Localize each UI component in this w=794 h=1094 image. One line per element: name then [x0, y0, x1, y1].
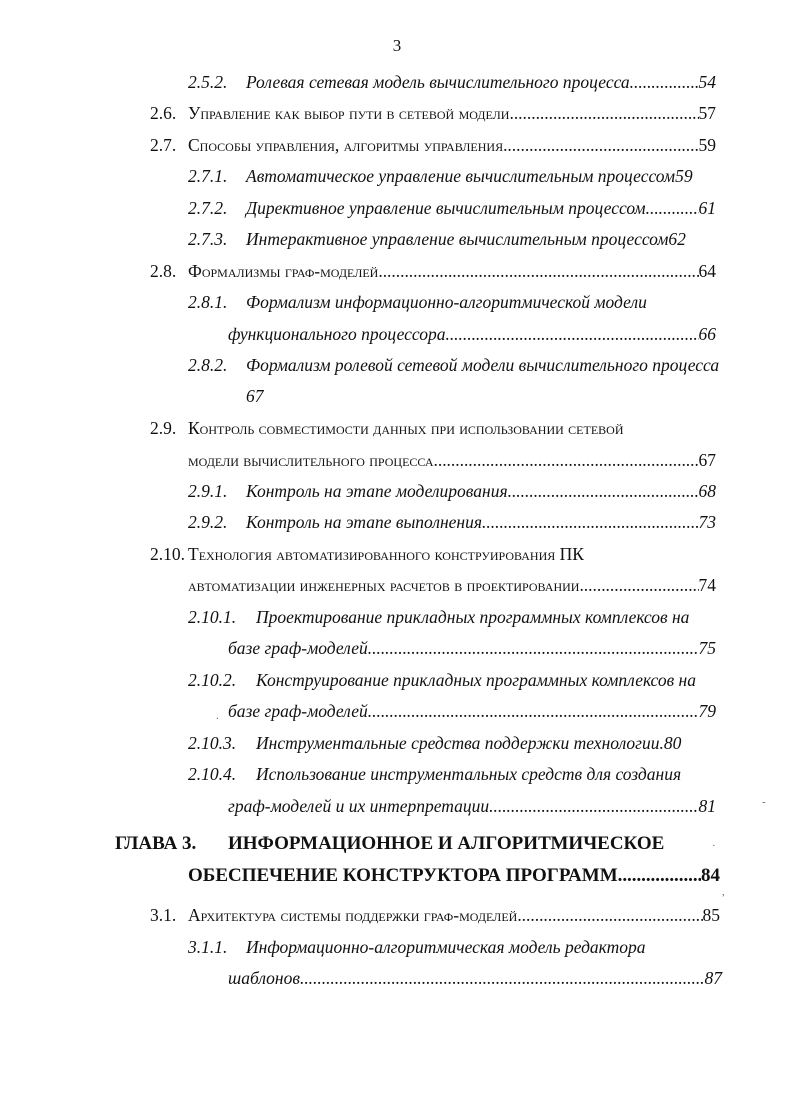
toc-entry-3-1-1-line1	[188, 937, 728, 957]
toc-number: 3.1.	[150, 905, 177, 925]
toc-leader-dots	[378, 261, 698, 281]
toc-leader-dots	[503, 135, 698, 155]
toc-page: 59	[698, 135, 716, 155]
toc-entry-2-7	[150, 135, 716, 155]
toc-leader-dots	[509, 103, 698, 123]
chapter-title-continued: ОБЕСПЕЧЕНИЕ КОНСТРУКТОРА ПРОГРАММ	[188, 865, 618, 886]
toc-title-continued: базе граф-моделей	[228, 638, 368, 658]
chapter-number: ГЛАВА 3.	[115, 833, 197, 854]
toc-page: 80	[663, 733, 682, 753]
toc-title: Контроль на этапе моделирования	[246, 481, 508, 501]
toc-title: Формализм информационно-алгоритмической модели	[246, 292, 647, 312]
toc-title: Проектирование прикладных программных комплексов на	[256, 607, 690, 627]
toc-leader-dots	[494, 796, 699, 816]
toc-entry-2-8-2-line2	[246, 386, 306, 406]
toc-page: 57	[698, 103, 716, 123]
toc-entry-2-10-2-line2	[228, 701, 716, 721]
toc-page: 87	[704, 968, 722, 988]
toc-page: 66	[698, 324, 716, 344]
toc-entry-2-10-4-line2	[228, 796, 716, 816]
toc-number: 2.7.1.	[188, 166, 228, 186]
toc-number: 2.10.	[150, 544, 185, 564]
toc-leader-dots	[368, 638, 699, 658]
toc-title: Автоматическое управление вычислительным процессом	[246, 166, 676, 186]
toc-title-continued: граф-моделей и их интерпретации.	[228, 796, 494, 816]
toc-page: 84	[701, 865, 720, 886]
toc-leader-dots	[304, 968, 704, 988]
toc-chapter-3-line1	[115, 834, 725, 854]
toc-number: 2.10.4.	[188, 764, 237, 784]
toc-number: 2.7.2.	[188, 198, 228, 218]
toc-title: Конструирование прикладных программных комплексов на	[256, 670, 696, 690]
toc-entry-2-6	[150, 103, 716, 123]
toc-title: Инструментальные средства поддержки технологии.	[256, 733, 664, 753]
toc-entry-2-8-2-line1	[188, 355, 763, 375]
toc-entry-2-10-line2	[188, 575, 716, 595]
toc-leader-dots	[445, 324, 698, 344]
toc-page: 67	[246, 386, 264, 406]
toc-number: 2.10.1.	[188, 607, 237, 627]
toc-title-continued: шаблонов.	[228, 968, 305, 988]
toc-leader-dots	[579, 575, 698, 595]
scan-speck: .	[216, 710, 219, 722]
toc-entry-2-7-1	[188, 166, 728, 186]
toc-number: 2.6.	[150, 103, 177, 123]
toc-chapter-3-line2	[188, 866, 720, 886]
toc-page: 75	[698, 638, 716, 658]
toc-leader-dots	[630, 72, 699, 92]
toc-title: Контроль на этапе выполнения.	[246, 512, 487, 532]
chapter-title: ИНФОРМАЦИОННОЕ И АЛГОРИТМИЧЕСКОЕ	[228, 833, 665, 854]
toc-title: Директивное управление вычислительным процессом.	[246, 198, 650, 218]
page-number: 3	[392, 36, 402, 55]
toc-leader-dots	[650, 198, 699, 218]
toc-page: 85	[702, 905, 720, 925]
toc-title: Информационно-алгоритмическая модель редактора	[246, 937, 646, 957]
toc-title: Технология автоматизированного конструирования ПК	[188, 544, 584, 564]
toc-page: 73	[698, 512, 716, 532]
toc-title: Способы управления, алгоритмы управления	[188, 135, 504, 155]
toc-title-continued: автоматизации инженерных расчетов в проектировании	[188, 575, 580, 595]
toc-leader-dots	[434, 450, 699, 470]
toc-number: 2.9.1.	[188, 481, 228, 501]
toc-entry-3-1-1-line2	[228, 968, 722, 988]
toc-title: Формализм ролевой сетевой модели вычислительного процесса	[246, 355, 720, 375]
toc-entry-2-9-2	[188, 512, 716, 532]
toc-number: 2.9.2.	[188, 512, 228, 532]
toc-page: 62	[668, 229, 686, 249]
toc-page: 68	[698, 481, 716, 501]
toc-number: 2.7.	[150, 135, 177, 155]
toc-title: Интерактивное управление вычислительным процессом	[246, 229, 669, 249]
toc-title: Ролевая сетевая модель вычислительного процесса	[246, 72, 630, 92]
toc-number: 2.8.1.	[188, 292, 228, 312]
toc-page: 64	[698, 261, 716, 281]
toc-page: 59	[675, 166, 693, 186]
toc-entry-2-9-line2	[188, 450, 716, 470]
toc-title: Контроль совместимости данных при использовании сетевой	[188, 418, 624, 438]
toc-page: 67	[698, 450, 716, 470]
toc-page: 61	[698, 198, 716, 218]
toc-entry-2-10-2-line1	[188, 670, 738, 690]
toc-number: 2.9.	[150, 418, 177, 438]
toc-page: 54	[698, 72, 716, 92]
toc-title: Формализмы граф-моделей	[188, 261, 379, 281]
toc-entry-2-5-2	[188, 72, 716, 92]
toc-title: Управление как выбор пути в сетевой модели	[188, 103, 510, 123]
toc-number: 2.7.3.	[188, 229, 228, 249]
toc-leader-dots	[508, 481, 699, 501]
toc-title-continued: модели вычислительного процесса	[188, 450, 434, 470]
toc-number: 2.10.3.	[188, 733, 237, 753]
toc-page: 81	[698, 796, 716, 816]
toc-entry-2-9-1	[188, 481, 716, 501]
toc-number: 2.5.2.	[188, 72, 228, 92]
toc-page: 79	[698, 701, 716, 721]
toc-entry-2-7-3	[188, 229, 728, 249]
scan-speck: ·	[712, 840, 716, 852]
toc-title: Архитектура системы поддержки граф-моделей	[188, 905, 518, 925]
toc-entry-2-9-line1	[150, 418, 725, 438]
toc-entry-3-1	[150, 905, 720, 925]
toc-leader-dots	[517, 905, 702, 925]
toc-number: 2.10.2.	[188, 670, 237, 690]
toc-entry-2-8	[150, 261, 716, 281]
scan-speck: -	[762, 796, 766, 808]
toc-title: Использование инструментальных средств для создания	[256, 764, 682, 784]
toc-entry-2-8-1-line2	[228, 324, 716, 344]
toc-page: 74	[698, 575, 716, 595]
toc-number: 3.1.1.	[188, 937, 228, 957]
toc-title-continued: функционального процессора	[228, 324, 446, 344]
toc-entry-2-10-1-line2	[228, 638, 716, 658]
toc-leader-dots	[368, 701, 699, 721]
toc-leader-dots	[618, 866, 701, 886]
toc-number: 2.8.	[150, 261, 177, 281]
toc-entry-2-10-1-line1	[188, 607, 733, 627]
toc-title-continued: базе граф-моделей	[228, 701, 368, 721]
toc-number: 2.8.2.	[188, 355, 228, 375]
toc-entry-2-7-2	[188, 198, 716, 218]
toc-entry-2-10-line1	[150, 544, 725, 564]
toc-entry-2-8-1-line1	[188, 292, 716, 312]
toc-leader-dots	[486, 512, 698, 532]
scan-speck: ,	[722, 886, 725, 898]
toc-entry-2-10-4-line1	[188, 764, 733, 784]
toc-entry-2-10-3	[188, 733, 728, 753]
